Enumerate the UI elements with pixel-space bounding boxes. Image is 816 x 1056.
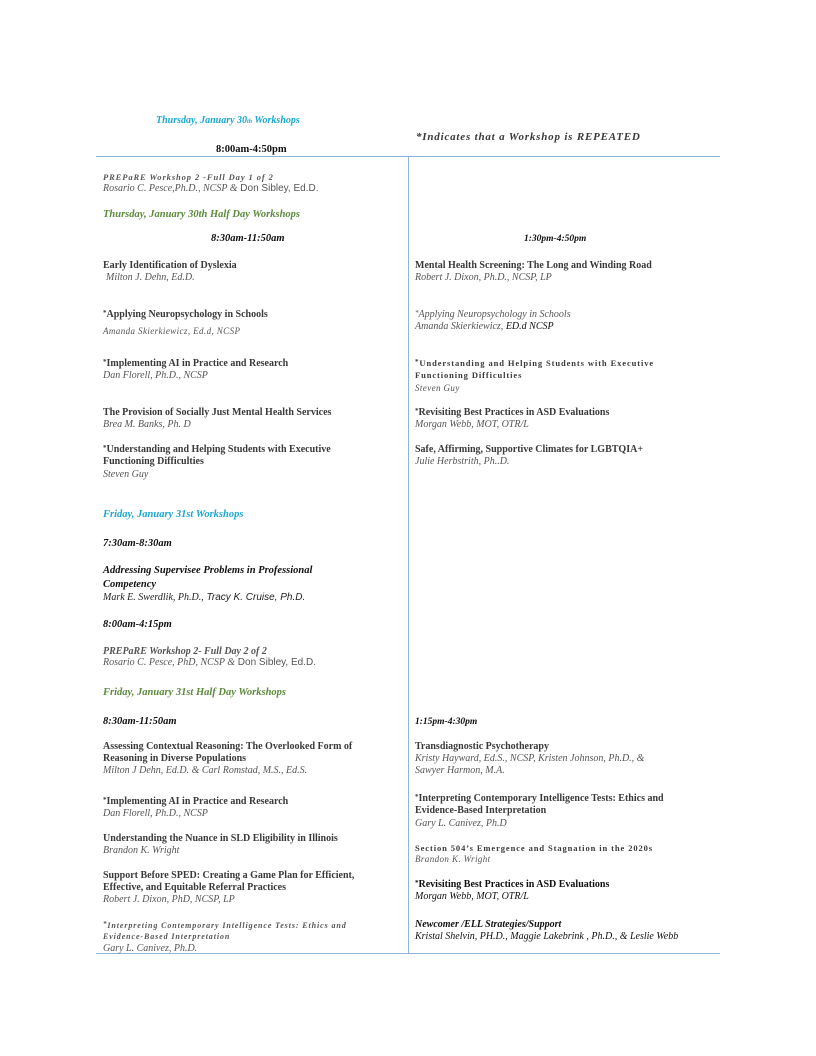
section-heading: Friday, January 31st Half Day Workshops: [103, 687, 286, 698]
workshop-presenter: Rosario C. Pesce,Ph.D., NCSP & Don Sibley, Ed.D.: [103, 183, 319, 194]
workshop-title: *Applying Neuropsychology in Schools: [415, 309, 571, 320]
workshop-title: Transdiagnostic Psychotherapy: [415, 741, 549, 752]
early-time: 7:30am-8:30am: [103, 538, 172, 549]
workshop-presenter: Milton J Dehn, Ed.D. & Carl Romstad, M.S., Ed.S.: [103, 765, 308, 776]
workshop-presenter: Amanda Skierkiewicz, Ed.d, NCSP: [103, 326, 241, 336]
workshop-title: Assessing Contextual Reasoning: The Overlooked Form of: [103, 741, 353, 752]
workshop-title-line2: Functioning Difficulties: [103, 456, 204, 467]
workshop-presenter: Dan Florell, Ph.D., NCSP: [103, 370, 208, 381]
workshop-title: PREPaRE Workshop 2- Full Day 2 of 2: [103, 646, 267, 657]
workshop-presenter: Robert J. Dixon, PhD, NCSP, LP: [103, 894, 235, 905]
pm-time: 1:30pm-4:50pm: [524, 234, 587, 244]
day-heading: Thursday, January 30th Workshops: [156, 115, 300, 126]
workshop-presenter: Morgan Webb, MOT, OTR/L: [415, 891, 529, 902]
workshop-title: Early Identification of Dyslexia: [103, 260, 237, 271]
workshop-title: Mental Health Screening: The Long and Winding Road: [415, 260, 652, 271]
workshop-presenter: Gary L. Canivez, Ph.D: [415, 818, 507, 829]
section-heading: Thursday, January 30th Half Day Workshops: [103, 209, 301, 220]
workshop-title: *Interpreting Contemporary Intelligence Tests: Ethics and: [415, 793, 664, 804]
am-time: 8:30am-11:50am: [211, 233, 285, 244]
workshop-presenter: Amanda Skierkiewicz, ED.d NCSP: [415, 321, 554, 332]
full-time: 8:00am-4:15pm: [103, 619, 172, 630]
workshop-title: Section 504’s Emergence and Stagnation in the 2020s: [415, 843, 654, 853]
workshop-presenter: Steven Guy: [415, 383, 460, 393]
repeat-note: *Indicates that a Workshop is REPEATED: [416, 131, 641, 143]
workshop-title-line2: Effective, and Equitable Referral Practices: [103, 882, 287, 893]
workshop-presenter: Julie Herbstrith, Ph..D.: [415, 456, 510, 467]
day-heading: Friday, January 31st Workshops: [103, 509, 244, 520]
workshop-presenter-line2: Sawyer Harmon, M.A.: [415, 765, 505, 776]
workshop-title: PREPaRE Workshop 2 -Full Day 1 of 2: [103, 172, 274, 182]
workshop-title-line2: Evidence-Based Interpretation: [415, 805, 547, 816]
full-day-time: 8:00am-4:50pm: [216, 144, 287, 155]
workshop-presenter: Steven Guy: [103, 469, 149, 480]
workshop-title: *Implementing AI in Practice and Research: [103, 796, 289, 807]
workshop-title-line2: Evidence-Based Interpretation: [103, 932, 231, 941]
workshop-title: The Provision of Socially Just Mental Health Services: [103, 407, 332, 418]
pm-time: 1:15pm-4:30pm: [415, 717, 478, 727]
workshop-title-line2: Reasoning in Diverse Populations: [103, 753, 247, 764]
workshop-title: Newcomer /ELL Strategies/Support: [415, 919, 562, 930]
workshop-title: Support Before SPED: Creating a Game Plan for Efficient,: [103, 870, 355, 881]
column-divider: [408, 156, 409, 954]
workshop-presenter: Gary L. Canivez, Ph.D.: [103, 943, 198, 954]
workshop-title: *Revisiting Best Practices in ASD Evaluations: [415, 879, 610, 890]
workshop-presenter: Milton J. Dehn, Ed.D.: [106, 272, 195, 283]
workshop-presenter: Robert J. Dixon, Ph.D., NCSP, LP: [415, 272, 552, 283]
workshop-title: *Interpreting Contemporary Intelligence Tests: Ethics and: [103, 920, 347, 930]
workshop-title-line2: Competency: [103, 579, 157, 590]
workshop-presenter: Brandon K. Wright: [415, 854, 491, 864]
workshop-presenter: Kristal Shelvin, PH.D., Maggie Lakebrink , Ph.D., & Leslie Webb: [415, 931, 679, 942]
workshop-presenter: Brea M. Banks, Ph. D: [103, 419, 191, 430]
workshop-presenter: Morgan Webb, MOT, OTR/L: [415, 419, 529, 430]
workshop-title: *Revisiting Best Practices in ASD Evaluations: [415, 407, 610, 418]
workshop-title: *Understanding and Helping Students with Executive: [415, 358, 655, 368]
workshop-title: *Implementing AI in Practice and Research: [103, 358, 289, 369]
workshop-title: Understanding the Nuance in SLD Eligibility in Illinois: [103, 833, 338, 844]
workshop-title-line2: Functioning Difficulties: [415, 370, 523, 380]
workshop-title: Addressing Supervisee Problems in Professional: [103, 565, 313, 576]
workshop-presenter: Mark E. Swerdlik, Ph.D., Tracy K. Cruise, Ph.D.: [103, 592, 306, 603]
workshop-presenter: Brandon K. Wright: [103, 845, 180, 856]
workshop-title: *Understanding and Helping Students with Executive: [103, 444, 331, 455]
workshop-title: *Applying Neuropsychology in Schools: [103, 309, 268, 320]
workshop-title: Safe, Affirming, Supportive Climates for LGBTQIA+: [415, 444, 644, 455]
workshop-presenter: Kristy Hayward, Ed.S., NCSP, Kristen Johnson, Ph.D., &: [415, 753, 645, 764]
am-time: 8:30am-11:50am: [103, 716, 177, 727]
workshop-presenter: Rosario C. Pesce, PhD, NCSP & Don Sibley, Ed.D.: [103, 657, 316, 668]
workshop-presenter: Dan Florell, Ph.D., NCSP: [103, 808, 208, 819]
